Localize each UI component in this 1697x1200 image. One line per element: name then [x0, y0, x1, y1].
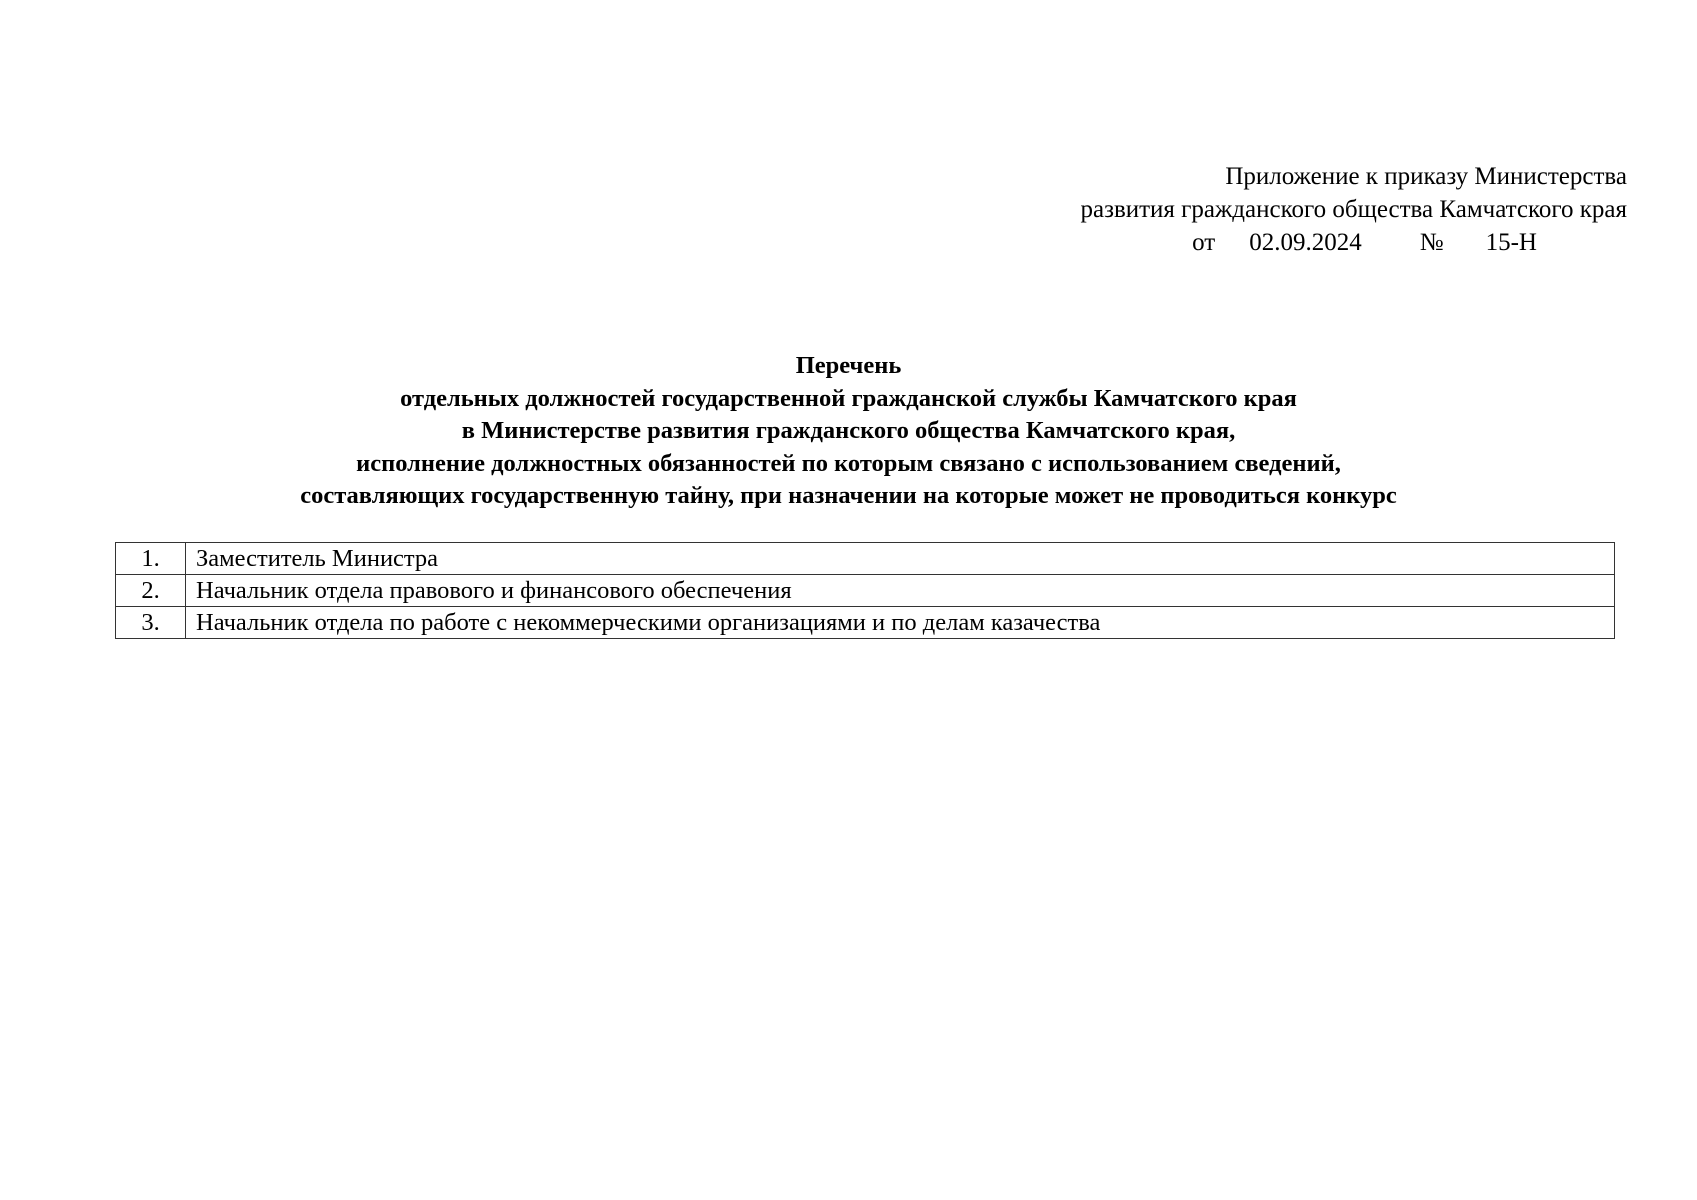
- document-title: [0, 350, 1697, 513]
- row-number: 3.: [116, 607, 186, 639]
- table-row: [116, 575, 1615, 607]
- from-label: от: [1192, 229, 1216, 256]
- header-line-1: Приложение к приказу Министерства: [1225, 163, 1627, 190]
- number-sign: №: [1419, 229, 1444, 256]
- title-line: в Министерстве развития гражданского общества Камчатского края,: [461, 417, 1236, 444]
- row-number: 1.: [116, 543, 186, 575]
- positions-table: [115, 542, 1615, 639]
- order-reference: [1080, 226, 1627, 259]
- table-row: [116, 607, 1615, 639]
- position-name: Начальник отдела правового и финансового обеспечения: [186, 575, 1615, 607]
- title-line: исполнение должностных обязанностей по которым связано с использованием сведений,: [356, 449, 1341, 477]
- table-row: [116, 543, 1615, 575]
- order-number: 15-Н: [1485, 229, 1537, 256]
- appendix-header: [1080, 160, 1627, 259]
- header-line-2: развития гражданского общества Камчатского края: [1080, 196, 1627, 223]
- row-number: 2.: [116, 575, 186, 607]
- title-line: составляющих государственную тайну, при назначении на которые может не проводиться конкурс: [300, 482, 1397, 509]
- title-line: Перечень: [795, 352, 902, 379]
- position-name: Заместитель Министра: [186, 543, 1615, 575]
- position-name: Начальник отдела по работе с некоммерческими организациями и по делам казачества: [186, 607, 1615, 639]
- order-date: 02.09.2024: [1249, 229, 1362, 256]
- title-line: отдельных должностей государственной гражданской службы Камчатского края: [400, 384, 1297, 412]
